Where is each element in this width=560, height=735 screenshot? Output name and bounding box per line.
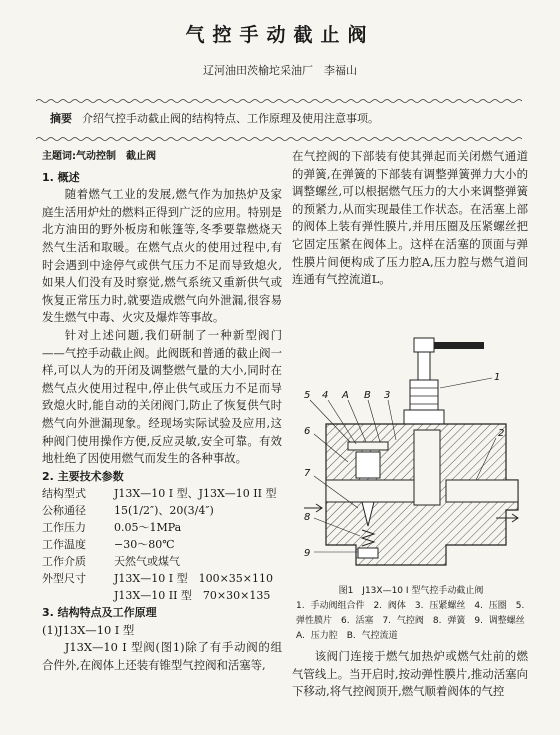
paragraph: J13X—10 I 型阀(图1)除了有手动阀的组合件外,在阀体上还装有锥型气控阀和活塞等, <box>42 640 282 673</box>
valve-drawing <box>296 330 526 580</box>
figure-caption-block <box>296 584 534 644</box>
paragraph: 在气控阀的下部装有使其弹起而关闭燃气通道的弹簧,在弹簧的下部装有调整弹簧弹力大小的调整螺丝,可以根据燃气压力的大小来调整弹簧的预紧力,从而实现最佳工作状态。在活塞上部的阀体上装有弹性膜片,并用压圈及压紧螺丝把它固定压紧在阀体上。这样在活塞的顶面与弹性膜片间便构成了压力腔A,压力腔与燃气道间连通有气控流道L。 <box>292 149 528 287</box>
spec-row: 工作压力 0.05～1MPa <box>42 521 182 535</box>
fig-label-7: 7 <box>304 468 311 479</box>
section-heading: 2. 主要技术参数 <box>42 469 124 483</box>
divider <box>36 136 522 142</box>
fig-label-6: 6 <box>304 426 311 437</box>
author-line: 辽河油田茨榆坨采油厂 李福山 <box>203 64 357 77</box>
fig-label-4: 4 <box>322 390 329 401</box>
fig-label-1: 1 <box>494 372 501 383</box>
spec-row: 外型尺寸 J13X—10 I 型 100×35×110 <box>42 572 273 586</box>
keywords: 主题词:气动控制 截止阀 <box>42 151 156 162</box>
paragraph: 随着燃气工业的发展,燃气作为加热炉及家庭生活用炉灶的燃料正得到广泛的应用。特别是北方油田的野外板房和帐篷等,冬季要靠燃烧天然气生活和取暖。在燃气点火的使用过程中,有时会遇到中途停气或供气压力不足而导致熄火,如果人们没有及时察觉,燃气系统又重新供气或恢复正常压力时,就要造成燃气向外泄漏,很容易发生燃气中毒、火灾及爆炸等事故。 <box>42 187 282 325</box>
spec-row: 工作温度 −30～80℃ <box>42 538 175 552</box>
spec-table <box>42 485 282 604</box>
right-column <box>292 148 528 289</box>
fig-label-2: 2 <box>498 428 505 439</box>
main-chamber <box>414 430 440 505</box>
paragraph: 该阀门连接于燃气加热炉或燃气灶前的燃气管线上。当开启时,按动弹性膜片,推动活塞向下移动,将气控阀顶开,燃气顺着阀体的气控 <box>292 649 528 699</box>
valve-stem <box>418 352 430 382</box>
spec-row: J13X—10 II 型 70×30×135 <box>114 589 271 603</box>
fig-label-5: 5 <box>304 390 311 401</box>
handle-knob <box>414 338 434 352</box>
abstract-text: 介绍气控手动截止阀的结构特点、工作原理及使用注意事项。 <box>82 112 379 125</box>
flow-arrow-in <box>304 504 322 512</box>
spec-row: 结构型式 J13X—10 I 型、J13X—10 II 型 <box>42 487 277 501</box>
piston <box>356 452 380 478</box>
abstract <box>50 110 520 126</box>
fig-label-A: A <box>342 390 349 401</box>
spec-row: 工作介质 天然气或煤气 <box>42 555 180 569</box>
figure-legend: 1. 手动阀组合件 2. 阀体 3. 压紧螺丝 4. 压圈 5. 弹性膜片 6. 活塞 7. 气控阀 8. 弹簧 9. 调整螺丝 A. 压力腔 B. 气控流道 <box>296 601 534 641</box>
bonnet <box>410 380 438 410</box>
spec-row: 公称通径 15(1/2″)、20(3/4″) <box>42 504 214 518</box>
fig-label-B: B <box>364 390 371 401</box>
right-bottom-text <box>292 648 528 701</box>
abstract-label: 摘要 <box>50 112 72 125</box>
figure-caption: 图1 J13X—10 I 型气控手动截止阀 <box>338 586 484 596</box>
bonnet-nut <box>404 410 444 424</box>
adjust-screw <box>358 548 378 558</box>
left-column <box>42 148 282 675</box>
fig-label-3: 3 <box>384 390 391 401</box>
paragraph: 针对上述问题,我们研制了一种新型阀门——气控手动截止阀。此阀既和普通的截止阀一样,可以人为的开闭及调整燃气量的大小,同时在燃气点火使用过程中,停止供气或压力不足而导致熄火时,能自动的关闭阀门,防止了恢复供气时燃气向外泄漏现象。经现场实际试验及应用,这种阀门使用操作方便,反应灵敏,安全可靠。有效地杜绝了因使用燃气而发生的各种事故。 <box>42 327 282 466</box>
section-heading: 1. 概述 <box>42 170 80 184</box>
fig-label-8: 8 <box>304 512 311 523</box>
section-heading: 3. 结构特点及工作原理 <box>42 606 157 620</box>
article-title: 气控手动截止阀 <box>185 24 375 46</box>
inlet-passage <box>326 480 426 502</box>
fig-label-9: 9 <box>304 548 311 559</box>
divider <box>36 98 522 104</box>
subsection-heading: (1)J13X—10 I 型 <box>42 622 135 637</box>
diaphragm <box>348 442 388 450</box>
outlet-passage <box>446 480 518 502</box>
